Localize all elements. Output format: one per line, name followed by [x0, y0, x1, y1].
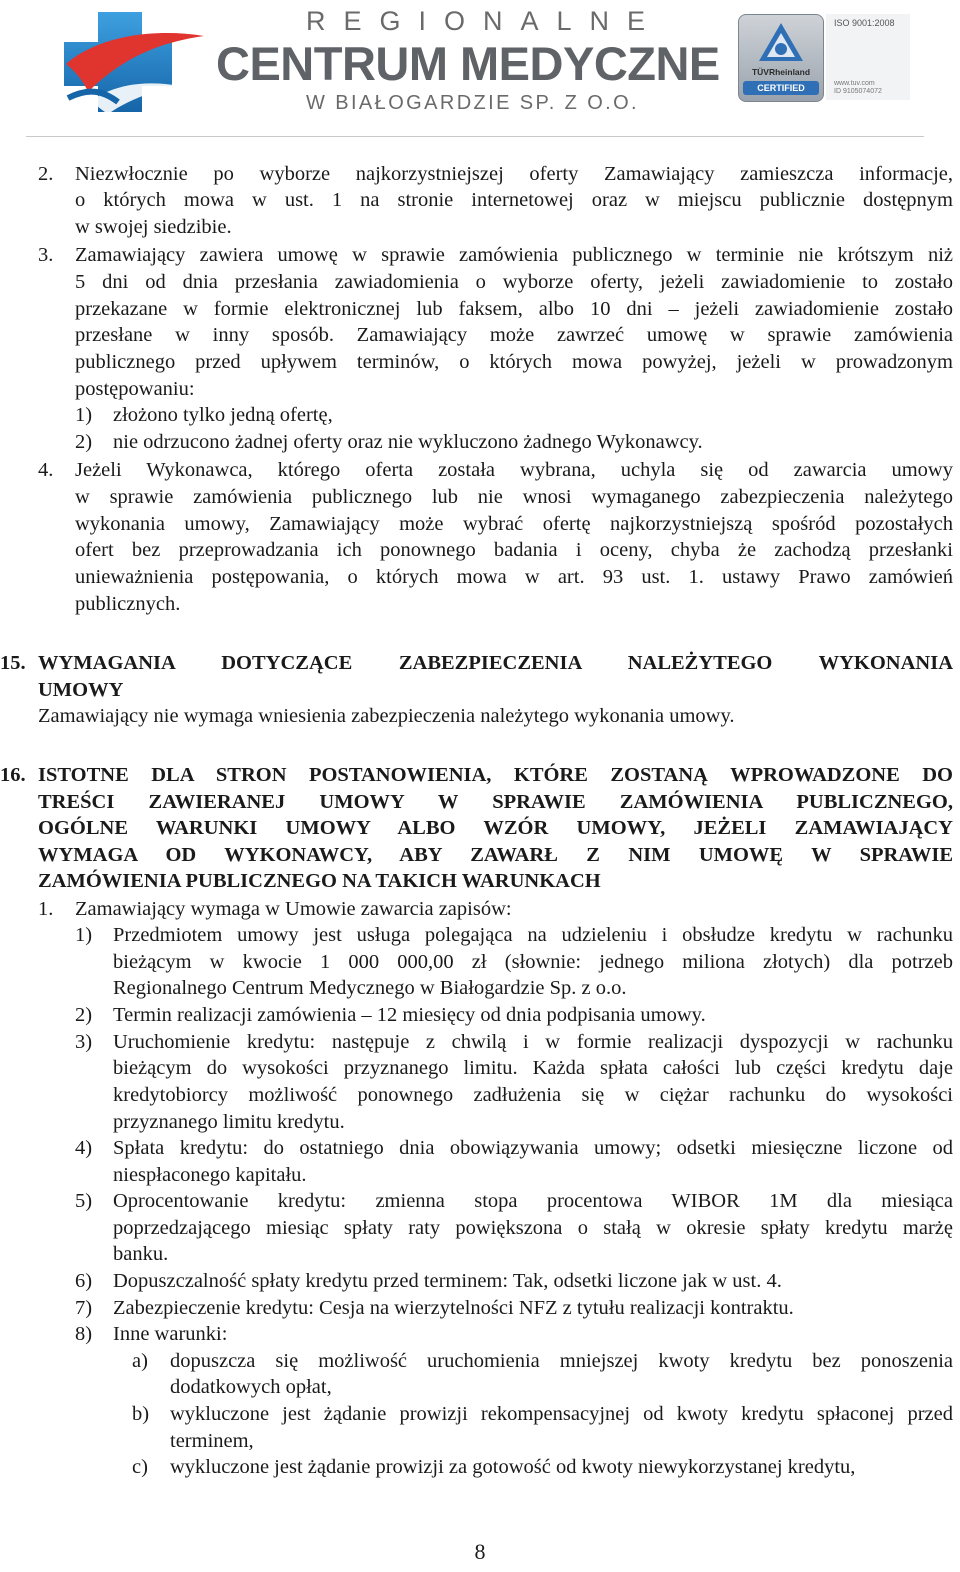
section-heading: UMOWY — [38, 679, 124, 701]
letter-item-marker: b) — [132, 1403, 150, 1425]
certificate-number: ID 9105074072 — [834, 88, 882, 95]
sub-item-text: Dopuszczalność spłaty kredytu przed terminem: Tak, odsetki liczone jak w ust. 4. — [113, 1270, 782, 1292]
sub-item-text: bieżącym w kwocie 1 000 000,00 zł (słownie: jednego miliona złotych) dla potrzeb — [113, 951, 953, 973]
paragraph-line: przekazane w formie elektronicznej lub faksem, albo 10 dni – jeżeli zawiadomienie zostało — [75, 298, 953, 320]
paragraph-line: wykonania umowy, Zamawiający może wybrać ofertę najkorzystniejszą spośród pozostałych — [75, 513, 953, 535]
sub-item-number: 4) — [75, 1137, 93, 1159]
letter-item-text: terminem, — [170, 1430, 254, 1452]
page-number: 8 — [474, 1539, 486, 1564]
section-heading: WYMAGA OD WYKONAWCY, ABY ZAWARŁ Z NIM UMOWĘ W SPRAWIE — [38, 844, 953, 866]
letter-item-marker: a) — [132, 1350, 148, 1372]
paragraph-line: publicznego przed upływem terminów, o których mowa powyżej, jeżeli w prowadzonym — [75, 351, 953, 373]
paragraph-line: 5 dni od dnia przesłania zawiadomienia o wyborze oferty, jeżeli zawiadomienie to zostało — [75, 271, 953, 293]
tuv-badge — [738, 14, 824, 102]
paragraph-line: Zamawiający zawiera umowę w sprawie zamówienia publicznego w terminie nie krótszym niż — [75, 244, 953, 266]
sub-item-text: nie odrzucono żadnej oferty oraz nie wykluczono żadnego Wykonawcy. — [113, 431, 703, 453]
brand-regionalne: REGIONALNE — [306, 6, 664, 36]
section-heading: WYMAGANIA DOTYCZĄCE ZABEZPIECZENIA NALEŻYTEGO WYKONANIA — [38, 652, 953, 674]
rcm-logo-icon — [58, 6, 208, 118]
section-heading: OGÓLNE WARUNKI UMOWY ALBO WZÓR UMOWY, JEŻELI ZAMAWIAJĄCY — [38, 817, 953, 839]
section-heading: ISTOTNE DLA STRON POSTANOWIENIA, KTÓRE ZOSTANĄ WPROWADZONE DO — [38, 764, 953, 786]
paragraph-line: Zamawiający wymaga w Umowie zawarcia zapisów: — [75, 898, 512, 920]
sub-item-number: 1) — [75, 924, 93, 946]
certificate-id — [834, 80, 882, 96]
paragraph-line: ofert bez przeprowadzania ich ponownego badania i oceny, chyba że zachodzą przesłanki — [75, 539, 953, 561]
tuv-triangle-icon — [757, 21, 805, 65]
certificate-url: www.tuv.com — [834, 80, 875, 87]
sub-item-text: złożono tylko jedną ofertę, — [113, 404, 333, 426]
paragraph-line: unieważnienia postępowania, o których mowa w art. 93 ust. 1. ustawy Prawo zamówień — [75, 566, 953, 588]
letter-item-text: wykluczone jest żądanie prowizji za gotowość od kwoty niewykorzystanej kredytu, — [170, 1456, 856, 1478]
sub-item-number: 2) — [75, 431, 93, 453]
letter-item-marker: c) — [132, 1456, 148, 1478]
header-divider — [26, 136, 924, 137]
sub-item-text: przyznanego limitu kredytu. — [113, 1111, 345, 1133]
sub-item-number: 3) — [75, 1031, 93, 1053]
section-heading: TREŚCI ZAWIERANEJ UMOWY W SPRAWIE ZAMÓWIENIA PUBLICZNEGO, — [38, 791, 953, 813]
paragraph-line: postępowaniu: — [75, 378, 195, 400]
paragraph-line: przesłane w inny sposób. Zamawiający może zawrzeć umowę w sprawie zamówienia — [75, 324, 953, 346]
letter-item-text: dodatkowych opłat, — [170, 1376, 332, 1398]
letter-item-text: dopuszcza się możliwość uruchomienia mniejszej kwoty kredytu bez ponoszenia — [170, 1350, 953, 1372]
paragraph-line: o których mowa w ust. 1 na stronie internetowej oraz w miejscu publicznie dostępnym — [75, 189, 953, 211]
sub-item-number: 7) — [75, 1297, 93, 1319]
tuv-certificate — [738, 14, 910, 102]
sub-item-text: Regionalnego Centrum Medycznego w Białogardzie Sp. z o.o. — [113, 977, 627, 999]
sub-item-text: kredytobiorcy możliwość ponownego zadłużenia się w ciężar rachunku do wysokości — [113, 1084, 953, 1106]
iso-standard: ISO 9001:2008 — [834, 18, 895, 28]
sub-item-number: 5) — [75, 1190, 93, 1212]
page-header — [0, 0, 960, 140]
sub-item-text: banku. — [113, 1243, 169, 1265]
sub-item-number: 2) — [75, 1004, 93, 1026]
sub-item-text: Oprocentowanie kredytu: zmienna stopa procentowa WIBOR 1M dla miesiąca — [113, 1190, 953, 1212]
certified-label: CERTIFIED — [743, 81, 819, 95]
sub-item-text: Przedmiotem umowy jest usługa polegająca na udzieleniu i obsłudze kredytu w rachunku — [113, 924, 953, 946]
item-number: 4. — [38, 459, 54, 481]
sub-item-text: bieżącym do wysokości przyznanego limitu. Każda spłata całości lub części kredytu daje — [113, 1057, 953, 1079]
letter-item-text: wykluczone jest żądanie prowizji rekompensacyjnej od kwoty kredytu spłaconej przed — [170, 1403, 953, 1425]
sub-item-number: 8) — [75, 1323, 93, 1345]
section-number: 16. — [0, 764, 26, 786]
sub-item-text: niespłaconego kapitału. — [113, 1164, 307, 1186]
paragraph-line: Jeżeli Wykonawca, którego oferta została wybrana, uchyla się od zawarcia umowy — [75, 459, 953, 481]
item-number: 3. — [38, 244, 54, 266]
sub-item-text: Termin realizacji zamówienia – 12 miesięcy od dnia podpisania umowy. — [113, 1004, 706, 1026]
brand-centrum-medyczne: CENTRUM MEDYCZNE — [216, 37, 720, 90]
sub-item-text: Uruchomienie kredytu: następuje z chwilą i w formie realizacji dyspozycji w rachunku — [113, 1031, 953, 1053]
sub-item-number: 6) — [75, 1270, 93, 1292]
tuv-name: TÜVRheinland — [751, 67, 811, 77]
paragraph-line: publicznych. — [75, 593, 181, 615]
item-number: 2. — [38, 163, 54, 185]
brand-location: W BIAŁOGARDZIE SP. Z O.O. — [306, 92, 640, 114]
section-body: Zamawiający nie wymaga wniesienia zabezpieczenia należytego wykonania umowy. — [38, 705, 735, 727]
paragraph-line: w sprawie zamówienia publicznego lub nie wnosi wymaganego zabezpieczenia należytego — [75, 486, 953, 508]
sub-item-text: Spłata kredytu: do ostatniego dnia obowiązywania umowy; odsetki miesięczne liczone od — [113, 1137, 953, 1159]
sub-item-number: 1) — [75, 404, 93, 426]
paragraph-line: Niezwłocznie po wyborze najkorzystniejszej oferty Zamawiający zamieszcza informacje, — [75, 163, 953, 185]
item-number: 1. — [38, 898, 54, 920]
sub-item-text: poprzedzającego miesiąc spłaty raty powiększona o stałą w okresie spłaty kredytu marżę — [113, 1217, 953, 1239]
section-heading: ZAMÓWIENIA PUBLICZNEGO NA TAKICH WARUNKACH — [38, 870, 601, 892]
paragraph-line: w swojej siedzibie. — [75, 216, 232, 238]
section-number: 15. — [0, 652, 26, 674]
sub-item-text: Inne warunki: — [113, 1323, 228, 1345]
sub-item-text: Zabezpieczenie kredytu: Cesja na wierzytelności NFZ z tytułu realizacji kontraktu. — [113, 1297, 794, 1319]
